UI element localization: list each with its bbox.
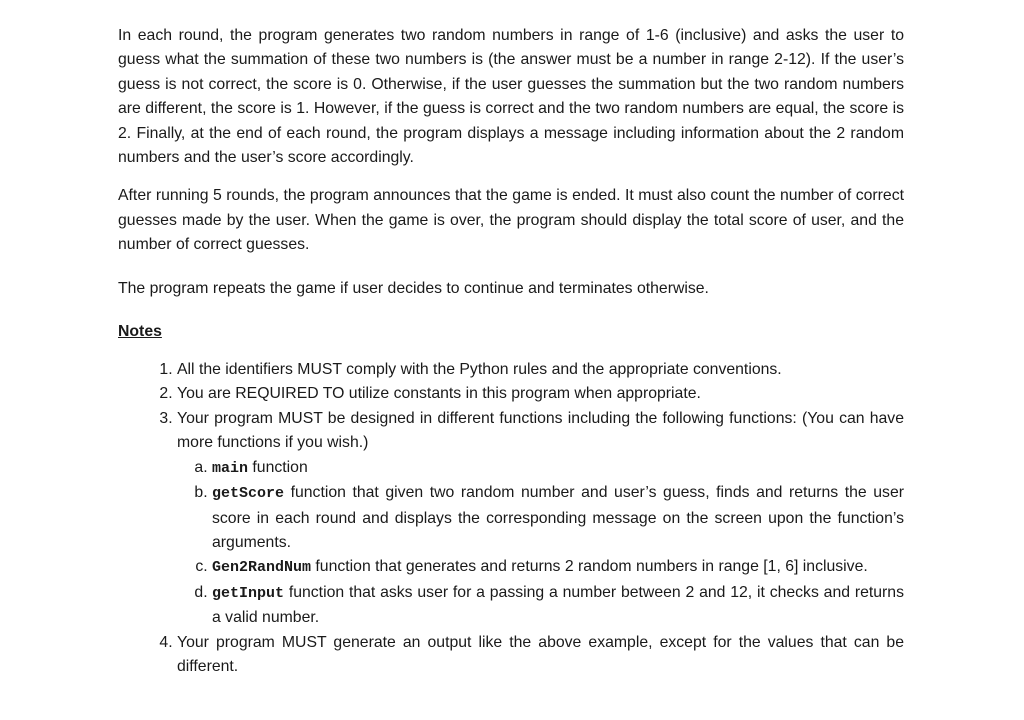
- game-end-paragraph: After running 5 rounds, the program announces that the game is ended. It must also count the number of correct guesses made by the user. When the game is over, the program should display the total score of user, and the number of correct guesses.: [118, 187, 904, 254]
- notes-list: [118, 358, 904, 679]
- repeat-game-paragraph: The program repeats the game if user decides to continue and terminates otherwise.: [118, 279, 709, 297]
- function-gen2randnum-desc: function that generates and returns 2 random numbers in range [1, 6] inclusive.: [311, 558, 868, 576]
- note-functions: [177, 407, 904, 631]
- note-constants: 2. You are REQUIRED TO utilize constants in this program when appropriate.: [177, 382, 904, 406]
- function-getscore-desc: function that given two random number and user’s guess, finds and returns the user score in each round and displays the corresponding message on the screen upon the function’s arguments.: [212, 484, 904, 551]
- notes-heading: Notes: [118, 323, 162, 341]
- function-gen2randnum-name: Gen2RandNum: [212, 559, 312, 577]
- functions-sublist: [177, 456, 904, 631]
- function-getscore-item: [212, 481, 904, 555]
- function-main-name: main: [212, 459, 249, 477]
- round-rules-paragraph: In each round, the program generates two random numbers in range of 1-6 (inclusive) and asks the user to guess what the summation of these two numbers is (the answer must be a number in range 2-12). If the user’s guess is not correct, the score is 0. Otherwise, if the user guesses the summation but the two random numbers are different, the score is 1. However, if the guess is correct and the two random numbers are equal, the score is 2. Finally, at the end of each round, the program displays a message including information about the 2 random numbers and the user’s score accordingly.: [118, 27, 904, 167]
- function-getscore-name: getScore: [212, 485, 285, 503]
- function-gen2randnum-item: [212, 555, 904, 580]
- note-output: 4. Your program MUST generate an output like the above example, except for the values that can be different.: [177, 631, 904, 680]
- function-getinput-name: getInput: [212, 584, 285, 602]
- note-functions-text: Your program MUST be designed in different functions including the following functions: (You can have more functions if you wish.): [177, 409, 904, 452]
- function-main-desc: function: [248, 458, 308, 476]
- function-getinput-item: [212, 581, 904, 631]
- assignment-page: [118, 24, 904, 679]
- function-getinput-desc: function that asks user for a passing a number between 2 and 12, it checks and returns a valid number.: [212, 583, 904, 627]
- note-identifiers: 1. All the identifiers MUST comply with the Python rules and the appropriate conventions.: [177, 358, 904, 382]
- function-main-item: [212, 456, 904, 481]
